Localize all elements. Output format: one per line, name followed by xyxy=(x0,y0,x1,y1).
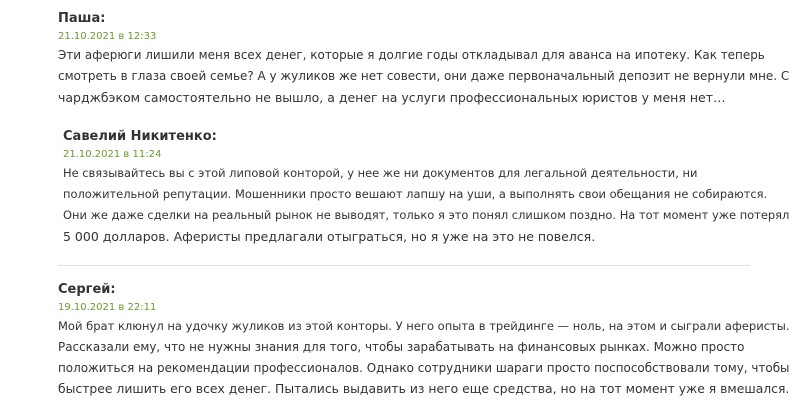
comment-date[interactable]: 21.10.2021 в 12:33 xyxy=(58,31,157,42)
comment-author: Савелий Никитенко: xyxy=(63,129,217,144)
comment-text-line: Мой брат клюнул на удочку жуликов из этой конторы. У него опыта в трейдинге — ноль, на этом и сыграли аферисты. xyxy=(58,319,790,333)
comment-reply-saveliy xyxy=(63,129,789,247)
comment-text-line: Эти аферюги лишили меня всех денег, которые я долгие годы откладывал для аванса на ипотеку. Как теперь xyxy=(58,48,765,62)
comment-text-line: 5 000 долларов. Аферисты предлагали отыграться, но я уже на это не повелся. xyxy=(63,229,596,244)
comment-text-line: положительной репутации. Мошенники просто вешают лапшу на уши, а выполнять свои обещания не собираются. xyxy=(63,187,768,201)
comment-text-line: Они же даже сделки на реальный рынок не выводят, только я это понял слишком поздно. На тот момент уже потерял xyxy=(63,208,790,222)
comment-author: Паша: xyxy=(58,11,106,26)
comment-text xyxy=(63,163,789,247)
comment-divider xyxy=(58,265,750,266)
comment-text-line: чарджбэком самостоятельно не вышло, а денег на услуги профессиональных юристов у меня нет… xyxy=(58,90,726,105)
comment-text xyxy=(58,316,790,400)
comment-text xyxy=(58,45,789,108)
comment-pasha xyxy=(58,11,789,108)
comment-text-line: быстрее лишить его всех денег. Пытались выдавить из него еще средства, но на тот момент уже я вмешался. xyxy=(58,382,790,396)
comment-sergey xyxy=(58,282,790,400)
comment-text-line: Рассказали ему, что не нужны знания для того, чтобы зарабатывать на финансовых рынках. Можно просто xyxy=(58,340,745,354)
comment-date[interactable]: 19.10.2021 в 22:11 xyxy=(58,302,157,313)
comment-text-line: смотреть в глаза своей семье? А у жуликов же нет совести, они даже первоначальный депозит не вернули мне. С xyxy=(58,69,790,83)
comment-date[interactable]: 21.10.2021 в 11:24 xyxy=(63,149,162,160)
comment-author: Сергей: xyxy=(58,282,116,297)
comment-text-line: Не связывайтесь вы с этой липовой конторой, у нее же ни документов для легальной деятельности, ни xyxy=(63,166,698,180)
comment-text-line: положиться на рекомендации профессионалов. Однако сотрудники шараги просто поспособствовали тому, чтобы xyxy=(58,361,790,375)
